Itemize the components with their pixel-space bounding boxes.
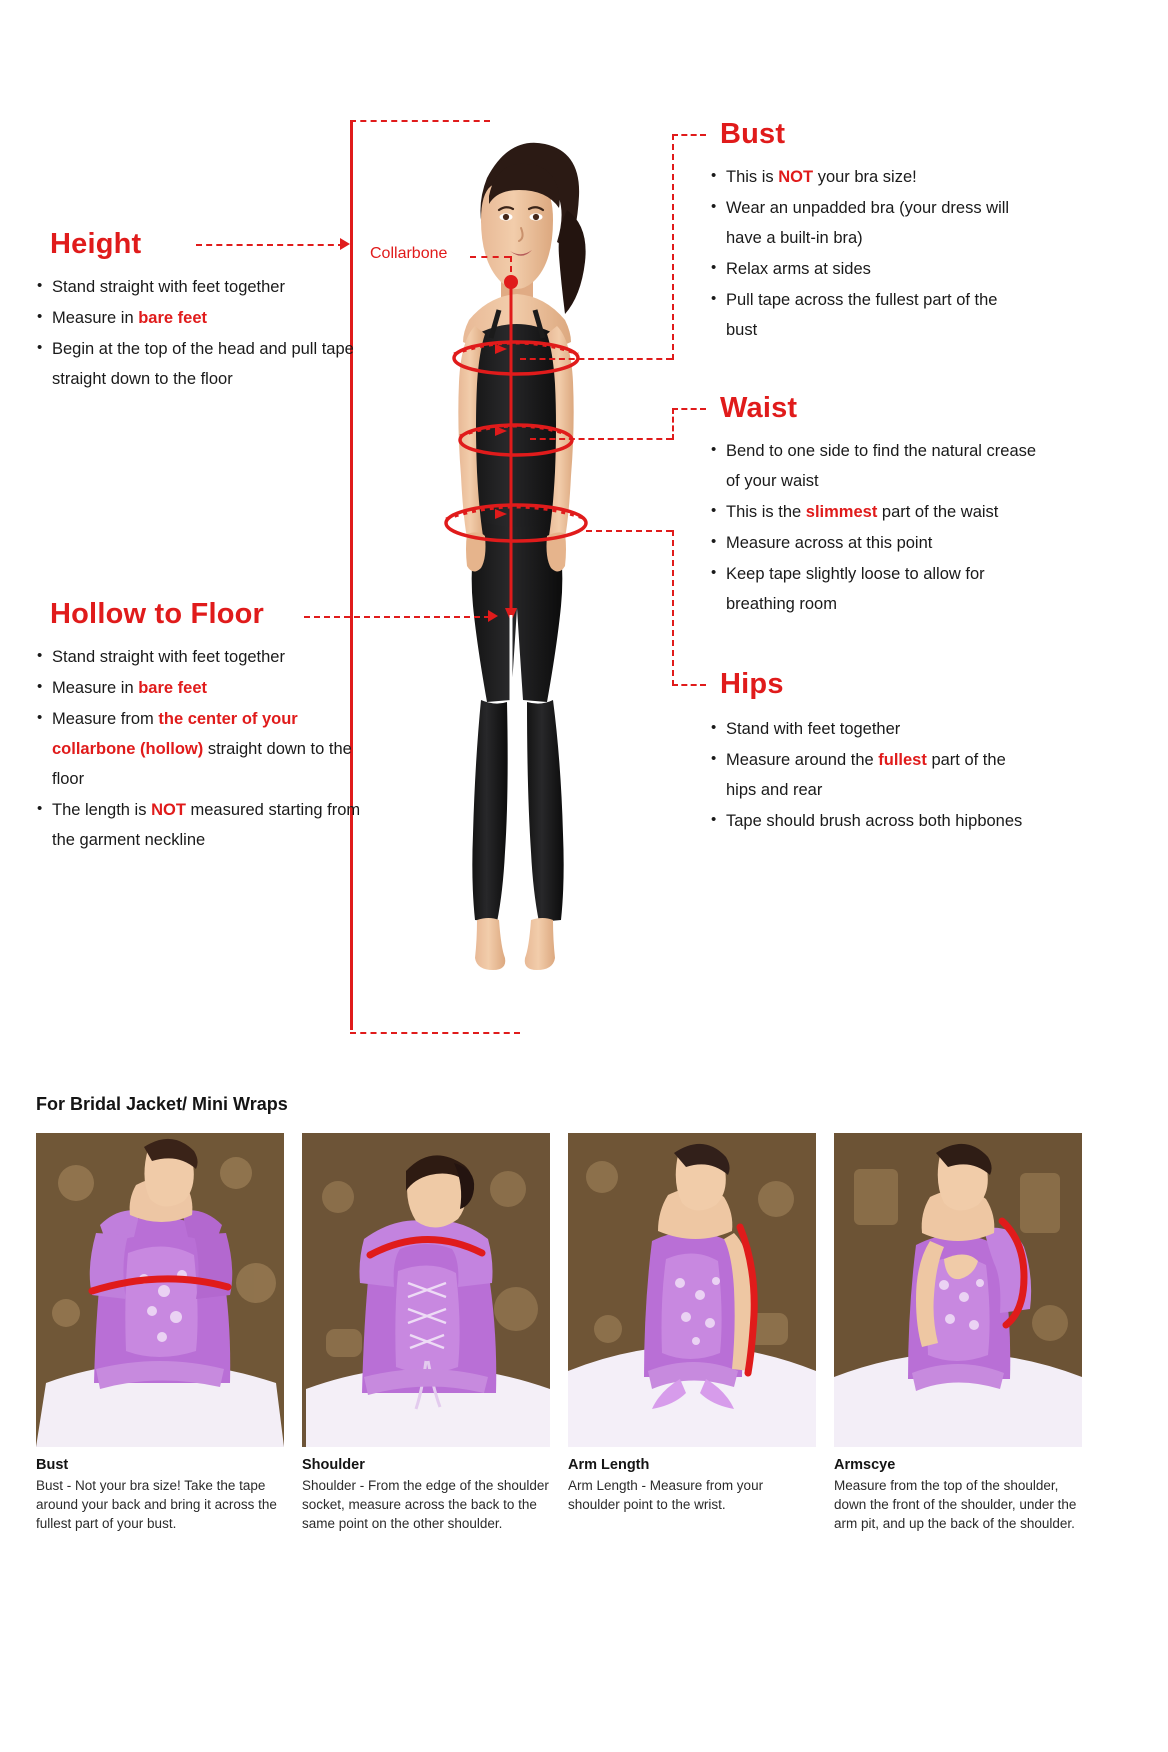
bridal-card-shoulder: [302, 1133, 550, 1533]
list-item: • Stand straight with feet together: [36, 642, 366, 672]
armscye-card-text: Measure from the top of the shoulder, down the front of the shoulder, under the arm pit, and up the back of the shoulder.: [834, 1478, 1077, 1531]
list-item: • Keep tape slightly loose to allow for breathing room: [710, 559, 1040, 619]
height-measure-line: [350, 120, 353, 1030]
hollow-to-floor-title: Hollow to Floor: [50, 598, 265, 630]
list-item: • Measure in bare feet: [36, 303, 356, 333]
bridal-cards: [36, 1133, 1132, 1533]
bridal-jacket-section: [0, 1070, 1168, 1752]
list-item: • Stand straight with feet together: [36, 272, 356, 302]
list-item: • This is NOT your bra size!: [710, 162, 1030, 192]
shoulder-card-text: Shoulder - From the edge of the shoulder socket, measure across the back to the same point on the other shoulder.: [302, 1478, 549, 1531]
list-item: • Begin at the top of the head and pull tape straight down to the floor: [36, 334, 356, 394]
hips-connector-h: [586, 530, 672, 532]
arm-length-card-heading: Arm Length: [568, 1457, 650, 1473]
height-top-tick: [350, 120, 490, 122]
waist-list: [710, 436, 1040, 620]
hips-marker-dash: [672, 684, 706, 686]
shoulder-card-heading: Shoulder: [302, 1457, 365, 1473]
height-title: Height: [50, 228, 142, 260]
bust-marker-dash: [672, 134, 706, 136]
hollow-connector: [304, 616, 490, 618]
list-item: • Measure around the fullest part of the hips and rear: [710, 745, 1030, 805]
list-item: • Measure in bare feet: [36, 673, 366, 703]
waist-title: Waist: [720, 392, 798, 424]
list-item: • Measure across at this point: [710, 528, 1040, 558]
waist-marker-dash: [672, 408, 706, 410]
shoulder-photo: [302, 1133, 550, 1447]
list-item: • Tape should brush across both hipbones: [710, 806, 1030, 836]
list-item: • Measure from the center of your collarbone (hollow) straight down to the floor: [36, 704, 366, 794]
bust-photo: [36, 1133, 284, 1447]
list-item: • Pull tape across the fullest part of the bust: [710, 285, 1030, 345]
bust-title: Bust: [720, 118, 786, 150]
hollow-connector-arrow: [488, 610, 498, 622]
list-item: • The length is NOT measured starting from the garment neckline: [36, 795, 366, 855]
bridal-card-arm-length: [568, 1133, 816, 1533]
bust-connector-h: [520, 358, 672, 360]
bust-card-text: Bust - Not your bra size! Take the tape around your back and bring it across the fullest part of your bust.: [36, 1478, 277, 1531]
arm-length-photo: [568, 1133, 816, 1447]
hips-list: [710, 714, 1030, 837]
hips-title: Hips: [720, 668, 784, 700]
collarbone-connector: [470, 256, 510, 258]
list-item: • This is the slimmest part of the waist: [710, 497, 1040, 527]
hollow-to-floor-list: [36, 642, 366, 856]
list-item: • Bend to one side to find the natural crease of your waist: [710, 436, 1040, 496]
height-connector: [196, 244, 344, 246]
hips-connector-v: [672, 530, 674, 686]
bust-connector-v: [672, 134, 674, 360]
bust-list: [710, 162, 1030, 346]
bust-card-heading: Bust: [36, 1457, 69, 1473]
list-item: • Wear an unpadded bra (your dress will have a built-in bra): [710, 193, 1030, 253]
waist-connector-v: [672, 408, 674, 440]
height-connector-arrow: [340, 238, 350, 250]
bridal-card-armscye: [834, 1133, 1082, 1533]
list-item: • Relax arms at sides: [710, 254, 1030, 284]
armscye-card-heading: Armscye: [834, 1457, 896, 1473]
bridal-card-bust: [36, 1133, 284, 1533]
bridal-section-title: For Bridal Jacket/ Mini Wraps: [36, 1094, 288, 1114]
list-item: • Stand with feet together: [710, 714, 1030, 744]
height-bottom-tick: [350, 1032, 520, 1034]
armscye-photo: [834, 1133, 1082, 1447]
waist-connector-h: [530, 438, 672, 440]
collarbone-label: Collarbone: [370, 245, 448, 262]
arm-length-card-text: Arm Length - Measure from your shoulder point to the wrist.: [568, 1478, 764, 1512]
collarbone-connector-v: [510, 256, 512, 282]
height-list: [36, 272, 356, 395]
